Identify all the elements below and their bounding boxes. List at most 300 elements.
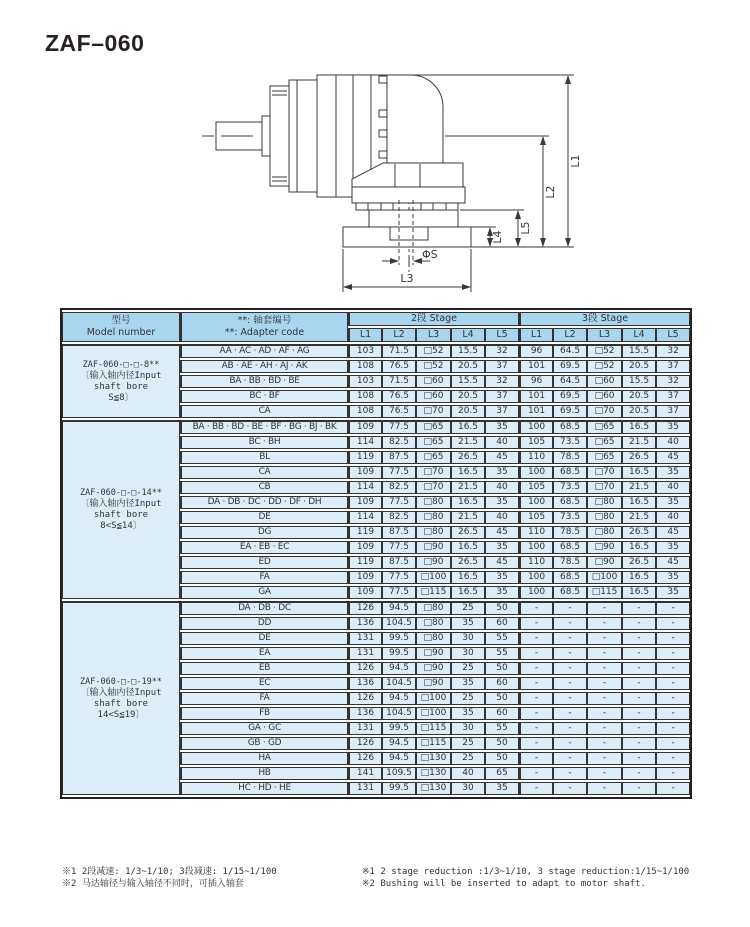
dim-value-cell: 35 [485,420,519,434]
model-number-cell: ZAF-060-□-□-14** 〔输入轴内径Input shaft bore 8<S≦14〕 [62,420,180,599]
dim-value-cell: □70 [416,481,451,494]
dim-value-cell: 126 [348,692,382,705]
dim-value-cell: 108 [348,390,382,403]
footnote-en-1: ※1 2 stage reduction :1/3~1/10, 3 stage reduction:1/15~1/100 [362,867,690,877]
model-number-cell: ZAF-060-□-□-8** 〔输入轴内径Input shaft bore S≦8〕 [62,344,180,418]
dim-value-cell: 35 [485,466,519,479]
table-row [62,601,690,615]
dim-value-cell: - [656,767,690,780]
dim-value-cell: 40 [485,481,519,494]
dim-value-cell: □80 [416,632,451,645]
dim-label-l5: L5 [519,221,532,235]
dim-value-cell: 68.5 [553,496,587,509]
dim-value-cell: - [587,707,622,720]
adapter-code-cell: DG [180,526,348,539]
header-s3-l3: L3 [587,328,622,342]
dim-value-cell: □130 [416,767,451,780]
dim-value-cell: - [656,677,690,690]
dim-value-cell: 101 [519,405,553,418]
dim-value-cell: 15.5 [622,375,656,388]
dim-value-cell: - [587,617,622,630]
dim-value-cell: 76.5 [382,405,416,418]
dim-value-cell: 60 [485,707,519,720]
dim-value-cell: 35 [485,586,519,599]
dim-value-cell: 50 [485,692,519,705]
dim-value-cell: □115 [416,737,451,750]
dim-value-cell: - [553,707,587,720]
dim-value-cell: - [622,692,656,705]
dim-value-cell: □52 [587,360,622,373]
dim-value-cell: □60 [587,390,622,403]
dim-value-cell: - [622,632,656,645]
dim-value-cell: □100 [587,571,622,584]
adapter-code-cell: FA [180,692,348,705]
dim-value-cell: 119 [348,526,382,539]
dim-value-cell: 55 [485,632,519,645]
dim-value-cell: 26.5 [451,451,485,464]
adapter-code-cell: AB · AE · AH · AJ · AK [180,360,348,373]
dim-value-cell: - [622,707,656,720]
dim-value-cell: 109 [348,586,382,599]
dim-value-cell: 99.5 [382,647,416,660]
adapter-code-cell: CA [180,466,348,479]
dim-value-cell: 50 [485,601,519,615]
dim-value-cell: □90 [587,556,622,569]
dim-value-cell: 119 [348,556,382,569]
dim-value-cell: □65 [587,420,622,434]
dim-value-cell: □90 [416,662,451,675]
dim-value-cell: 26.5 [451,556,485,569]
adapter-code-cell: DD [180,617,348,630]
dim-value-cell: - [622,782,656,795]
dim-value-cell: 96 [519,344,553,358]
dim-value-cell: - [553,752,587,765]
shaft-collar [262,116,270,156]
adapter-code-cell: FB [180,707,348,720]
dim-value-cell: 109 [348,496,382,509]
dim-value-cell: 32 [656,375,690,388]
dim-value-cell: 30 [451,782,485,795]
dim-value-cell: - [553,632,587,645]
dim-value-cell: 87.5 [382,556,416,569]
dim-value-cell: - [622,662,656,675]
dim-value-cell: 21.5 [622,511,656,524]
dim-value-cell: □100 [416,692,451,705]
dim-value-cell: □80 [416,511,451,524]
dim-value-cell: 26.5 [622,556,656,569]
dim-value-cell: 109.5 [382,767,416,780]
dim-value-cell: - [519,782,553,795]
dim-value-cell: 21.5 [622,436,656,449]
dim-value-cell: 77.5 [382,586,416,599]
dim-value-cell: 21.5 [451,481,485,494]
header-model-number [62,312,180,342]
dim-value-cell: - [519,617,553,630]
dim-value-cell: 99.5 [382,722,416,735]
adapter-code-cell: ED [180,556,348,569]
dim-value-cell: 16.5 [622,586,656,599]
model-number-cell: ZAF-060-□-□-19** 〔输入轴内径Input shaft bore 14<S≦19〕 [62,601,180,795]
adapter-code-cell: BC · BF [180,390,348,403]
dim-value-cell: 131 [348,782,382,795]
dim-value-cell: □65 [587,451,622,464]
dim-value-cell: 16.5 [622,541,656,554]
dim-value-cell: 109 [348,571,382,584]
dim-value-cell: 60 [485,677,519,690]
dim-value-cell: □80 [416,601,451,615]
dimension-drawing [200,60,590,312]
dim-value-cell: 30 [451,722,485,735]
dim-value-cell: - [622,617,656,630]
dim-value-cell: 100 [519,586,553,599]
dim-value-cell: 37 [656,405,690,418]
dim-value-cell: □52 [587,344,622,358]
elbow-head [387,75,443,163]
header-row-1 [62,312,690,326]
dim-value-cell: 35 [656,541,690,554]
dim-value-cell: - [656,737,690,750]
table-body [62,344,690,795]
dim-value-cell: - [553,617,587,630]
dim-value-cell: 99.5 [382,782,416,795]
dim-value-cell: - [587,737,622,750]
dim-value-cell: 77.5 [382,571,416,584]
dimension-table-wrap [60,308,692,799]
dim-value-cell: 69.5 [553,405,587,418]
dim-value-cell: □80 [587,511,622,524]
dim-value-cell: 68.5 [553,571,587,584]
dim-value-cell: □65 [416,451,451,464]
dim-value-cell: 126 [348,737,382,750]
dim-value-cell: - [656,707,690,720]
dim-value-cell: 87.5 [382,451,416,464]
dim-value-cell: 16.5 [451,466,485,479]
dim-value-cell: 60 [485,617,519,630]
adapter-code-cell: GA [180,586,348,599]
dim-value-cell: 131 [348,632,382,645]
dim-value-cell: - [553,737,587,750]
dim-value-cell: - [622,677,656,690]
footnote-english [362,866,689,890]
adapter-code-cell: BA · BB · BD · BE [180,375,348,388]
header-adapter-cn: **: 轴套编号 [237,315,292,326]
dim-value-cell: 108 [348,405,382,418]
dim-value-cell: 20.5 [451,360,485,373]
dim-value-cell: 35 [656,571,690,584]
dim-value-cell: 114 [348,511,382,524]
motor-boss [390,227,428,240]
dim-value-cell: - [587,692,622,705]
dim-value-cell: □90 [416,647,451,660]
adapter-code-cell: BC · BH [180,436,348,449]
dim-value-cell: □100 [416,707,451,720]
adapter-code-cell: EC [180,677,348,690]
dim-value-cell: 104.5 [382,617,416,630]
dim-value-cell: - [656,722,690,735]
header-s2-l4: L4 [451,328,485,342]
dim-value-cell: 105 [519,481,553,494]
dim-value-cell: □65 [587,436,622,449]
dim-value-cell: - [622,767,656,780]
dim-value-cell: 64.5 [553,375,587,388]
dim-value-cell: 110 [519,526,553,539]
dim-value-cell: □80 [587,496,622,509]
dim-value-cell: 32 [656,344,690,358]
dim-value-cell: □52 [416,360,451,373]
dim-value-cell: 141 [348,767,382,780]
header-s3-l2: L2 [553,328,587,342]
dim-value-cell: 30 [451,632,485,645]
dim-value-cell: 71.5 [382,344,416,358]
dim-value-cell: 35 [485,496,519,509]
dim-value-cell: □80 [416,496,451,509]
dim-value-cell: 55 [485,722,519,735]
dim-value-cell: 35 [656,466,690,479]
dim-value-cell: - [656,692,690,705]
adapter-code-cell: CB [180,481,348,494]
adapter-code-cell: HB [180,767,348,780]
dim-value-cell: - [553,662,587,675]
dim-value-cell: - [519,767,553,780]
dim-value-cell: 25 [451,601,485,615]
adapter-code-cell: EB [180,662,348,675]
adapter-code-cell: HA [180,752,348,765]
header-s2-l1: L1 [348,328,382,342]
dim-value-cell: 45 [656,556,690,569]
dim-value-cell: 37 [656,360,690,373]
adapter-code-cell: BL [180,451,348,464]
dim-value-cell: 105 [519,511,553,524]
dim-value-cell: 26.5 [622,526,656,539]
dim-value-cell: - [553,601,587,615]
dim-value-cell: 26.5 [622,451,656,464]
dim-value-cell: □65 [416,420,451,434]
front-flange [270,86,289,186]
adapter-code-cell: DA · DB · DC [180,601,348,615]
dim-value-cell: - [587,601,622,615]
dim-value-cell: 68.5 [553,420,587,434]
dim-value-cell: 77.5 [382,466,416,479]
dim-value-cell: □130 [416,782,451,795]
dim-value-cell: 16.5 [622,496,656,509]
adapter-code-cell: CA [180,405,348,418]
dim-value-cell: 73.5 [553,511,587,524]
dim-value-cell: 45 [656,451,690,464]
dim-value-cell: 69.5 [553,390,587,403]
header-s2-l3: L3 [416,328,451,342]
dim-value-cell: - [656,647,690,660]
dim-value-cell: 99.5 [382,632,416,645]
dim-value-cell: - [656,752,690,765]
dim-value-cell: - [622,647,656,660]
header-stage3: 3段 Stage [519,312,690,326]
dim-value-cell: 40 [656,481,690,494]
dim-value-cell: □90 [416,541,451,554]
dim-value-cell: 101 [519,360,553,373]
dim-value-cell: 25 [451,662,485,675]
dimension-table [62,310,690,797]
dim-value-cell: 25 [451,737,485,750]
table-row [62,420,690,434]
dim-value-cell: 109 [348,541,382,554]
dim-value-cell: □70 [587,405,622,418]
dim-value-cell: - [587,662,622,675]
dim-value-cell: 16.5 [622,466,656,479]
dim-value-cell: 45 [485,556,519,569]
dim-value-cell: 30 [451,647,485,660]
dim-value-cell: - [656,632,690,645]
dim-label-l1: L1 [569,154,582,168]
dim-value-cell: - [519,737,553,750]
dim-value-cell: □60 [416,375,451,388]
dim-value-cell: 96 [519,375,553,388]
dim-value-cell: - [519,647,553,660]
dim-value-cell: 26.5 [451,526,485,539]
dim-value-cell: 40 [656,511,690,524]
dim-value-cell: 104.5 [382,707,416,720]
dim-value-cell: 100 [519,420,553,434]
dim-value-cell: □90 [416,677,451,690]
dim-value-cell: - [519,722,553,735]
dim-value-cell: 50 [485,662,519,675]
dim-value-cell: 37 [485,390,519,403]
dim-value-cell: 20.5 [451,390,485,403]
dim-value-cell: - [622,737,656,750]
dim-label-l4: L4 [491,230,504,244]
adapter-code-cell: HC · HD · HE [180,782,348,795]
dim-value-cell: - [622,752,656,765]
dim-value-cell: 20.5 [622,390,656,403]
dim-value-cell: 94.5 [382,662,416,675]
dim-value-cell: 37 [656,390,690,403]
dim-value-cell: - [587,767,622,780]
dim-value-cell: - [519,752,553,765]
dim-value-cell: 94.5 [382,752,416,765]
adapter-code-cell: DA · DB · DC · DD · DF · DH [180,496,348,509]
dim-value-cell: □60 [416,390,451,403]
dim-value-cell: □115 [416,586,451,599]
header-stage2: 2段 Stage [348,312,519,326]
dim-label-l3: L3 [400,272,414,285]
dim-value-cell: 94.5 [382,601,416,615]
dim-value-cell: - [622,722,656,735]
dim-value-cell: 101 [519,390,553,403]
dim-value-cell: 76.5 [382,390,416,403]
dim-value-cell: □80 [416,526,451,539]
dim-value-cell: 105 [519,436,553,449]
dim-value-cell: 35 [485,782,519,795]
adapter-code-cell: EA [180,647,348,660]
dim-value-cell: □70 [587,466,622,479]
dim-value-cell: - [519,632,553,645]
dim-value-cell: 25 [451,692,485,705]
dim-value-cell: 35 [485,571,519,584]
dim-value-cell: 68.5 [553,586,587,599]
dim-value-cell: 126 [348,752,382,765]
dim-value-cell: 40 [485,511,519,524]
dim-value-cell: 108 [348,360,382,373]
dim-value-cell: □90 [416,556,451,569]
dim-value-cell: 119 [348,451,382,464]
dim-value-cell: 32 [485,344,519,358]
dim-value-cell: 37 [485,405,519,418]
dim-value-cell: 15.5 [451,344,485,358]
dim-value-cell: - [656,617,690,630]
dim-value-cell: - [519,692,553,705]
dim-value-cell: 16.5 [451,496,485,509]
dim-value-cell: 64.5 [553,344,587,358]
dim-value-cell: 45 [485,451,519,464]
dim-value-cell: - [553,692,587,705]
dim-value-cell: 50 [485,752,519,765]
dim-value-cell: 15.5 [451,375,485,388]
dim-value-cell: - [553,767,587,780]
dim-value-cell: 55 [485,647,519,660]
dim-value-cell: - [519,707,553,720]
dim-value-cell: 109 [348,466,382,479]
dim-value-cell: 126 [348,601,382,615]
dim-value-cell: 71.5 [382,375,416,388]
adapter-code-cell: AA · AC · AD · AF · AG [180,344,348,358]
dim-value-cell: 69.5 [553,360,587,373]
dim-value-cell: 68.5 [553,541,587,554]
dim-value-cell: 15.5 [622,344,656,358]
dim-value-cell: - [587,677,622,690]
dim-value-cell: - [656,601,690,615]
dim-value-cell: 16.5 [451,571,485,584]
dim-value-cell: □100 [416,571,451,584]
page-title: ZAF–060 [45,30,145,56]
dim-value-cell: 35 [656,586,690,599]
dim-value-cell: 136 [348,617,382,630]
dim-value-cell: 45 [485,526,519,539]
dim-value-cell: 78.5 [553,526,587,539]
dim-value-cell: 136 [348,707,382,720]
header-s3-l4: L4 [622,328,656,342]
dim-value-cell: 40 [656,436,690,449]
dim-value-cell: 76.5 [382,360,416,373]
header-model-en: Model number [86,327,156,338]
dim-value-cell: - [553,782,587,795]
adapter-code-cell: FA [180,571,348,584]
dim-value-cell: 104.5 [382,677,416,690]
dim-value-cell: □115 [587,586,622,599]
dim-value-cell: - [553,722,587,735]
dim-value-cell: - [553,647,587,660]
footnote-cn-2: ※2 马达轴径与输入轴径不同时，可插入轴套 [62,879,244,889]
dim-value-cell: 40 [451,767,485,780]
dim-value-cell: 82.5 [382,511,416,524]
dim-value-cell: - [656,662,690,675]
dim-value-cell: 16.5 [451,541,485,554]
dim-value-cell: 20.5 [622,405,656,418]
output-flange [352,187,465,203]
dim-value-cell: 77.5 [382,420,416,434]
header-s2-l2: L2 [382,328,416,342]
dim-value-cell: 131 [348,722,382,735]
dim-value-cell: 94.5 [382,692,416,705]
dim-value-cell: 77.5 [382,541,416,554]
dim-label-phis: ΦS [422,248,438,261]
dim-value-cell: 45 [656,526,690,539]
dim-value-cell: 100 [519,466,553,479]
header-adapter-en: **: Adapter code [224,327,305,338]
adapter-code-cell: GA · GC [180,722,348,735]
dim-value-cell: 16.5 [451,586,485,599]
dim-value-cell: 21.5 [622,481,656,494]
dim-value-cell: 103 [348,375,382,388]
dim-value-cell: □52 [416,344,451,358]
